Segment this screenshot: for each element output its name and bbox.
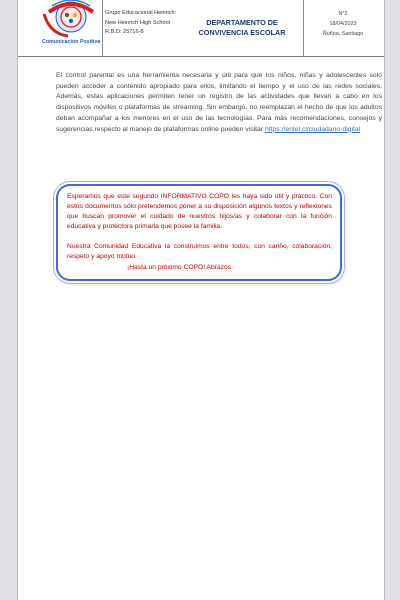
notice-closing: ¡Hasta un próximo COPO! Abrazos.: [127, 263, 233, 271]
ciudadano-digital-link[interactable]: https://entel.cl/ciudadano-digital: [264, 125, 361, 133]
school-info: [105, 9, 176, 38]
document-place: Ñuñoa, Santiago: [322, 31, 364, 37]
document-date: 18/04/2023: [329, 21, 357, 27]
body-paragraph: El control parental es una herramienta necesaria y útil para que los niños, niñas y adolescentes solo pueden acceder a contenido apropiado para ellos, limitando el tiempo y el uso de las redes sociales. Además, estas aplicaciones permiten tener un registro de las actividades que llevan a cabo en los dispositivos móviles o plataformas de streaming. Sin embargo, no reemplazan el hecho de que los adultos deban acompañar a los menores en el uso de las tecnologías. Para más recomendaciones, consejos y sugerencias respecto al manejo de plataformas online pueden visitar https://entel.cl/ciudadano-digital: [56, 72, 382, 133]
document-header: [18, 0, 384, 57]
school-group: Grupo Educacional Heinrich:: [105, 10, 177, 16]
school-name: New Heinrich High School: [105, 19, 170, 26]
document-meta: [307, 9, 379, 39]
document-number: N°2: [338, 11, 348, 17]
notice-paragraph: Nuestra Comunidad Educativa la construimos entre todos, con cariño, colaboración, respeto y apoyo mutuo.: [67, 243, 332, 261]
document-page: [17, 0, 385, 600]
header-divider: [303, 0, 304, 56]
school-rbd: R.B.D: 25716-8: [105, 29, 144, 35]
department-title: DEPARTAMENTO DE CONVIVENCIA ESCOLAR: [198, 18, 286, 37]
notice-paragraph: Esperamos que este segundo INFORMATIVO COPO les haya sido útil y práctico. Con estos documentos sólo pretendemos poner a su disposición algunos textos y reflexiones que buscan promover el cuidado de nuestros hijos/as y colaborar con la función educativa y protectora primaria que posee la familia.: [67, 193, 332, 231]
header-divider: [102, 0, 103, 56]
logo-caption: Comunicación Positiva: [42, 39, 100, 44]
school-logo: [40, 0, 100, 44]
closing-notice-box: [56, 184, 342, 281]
